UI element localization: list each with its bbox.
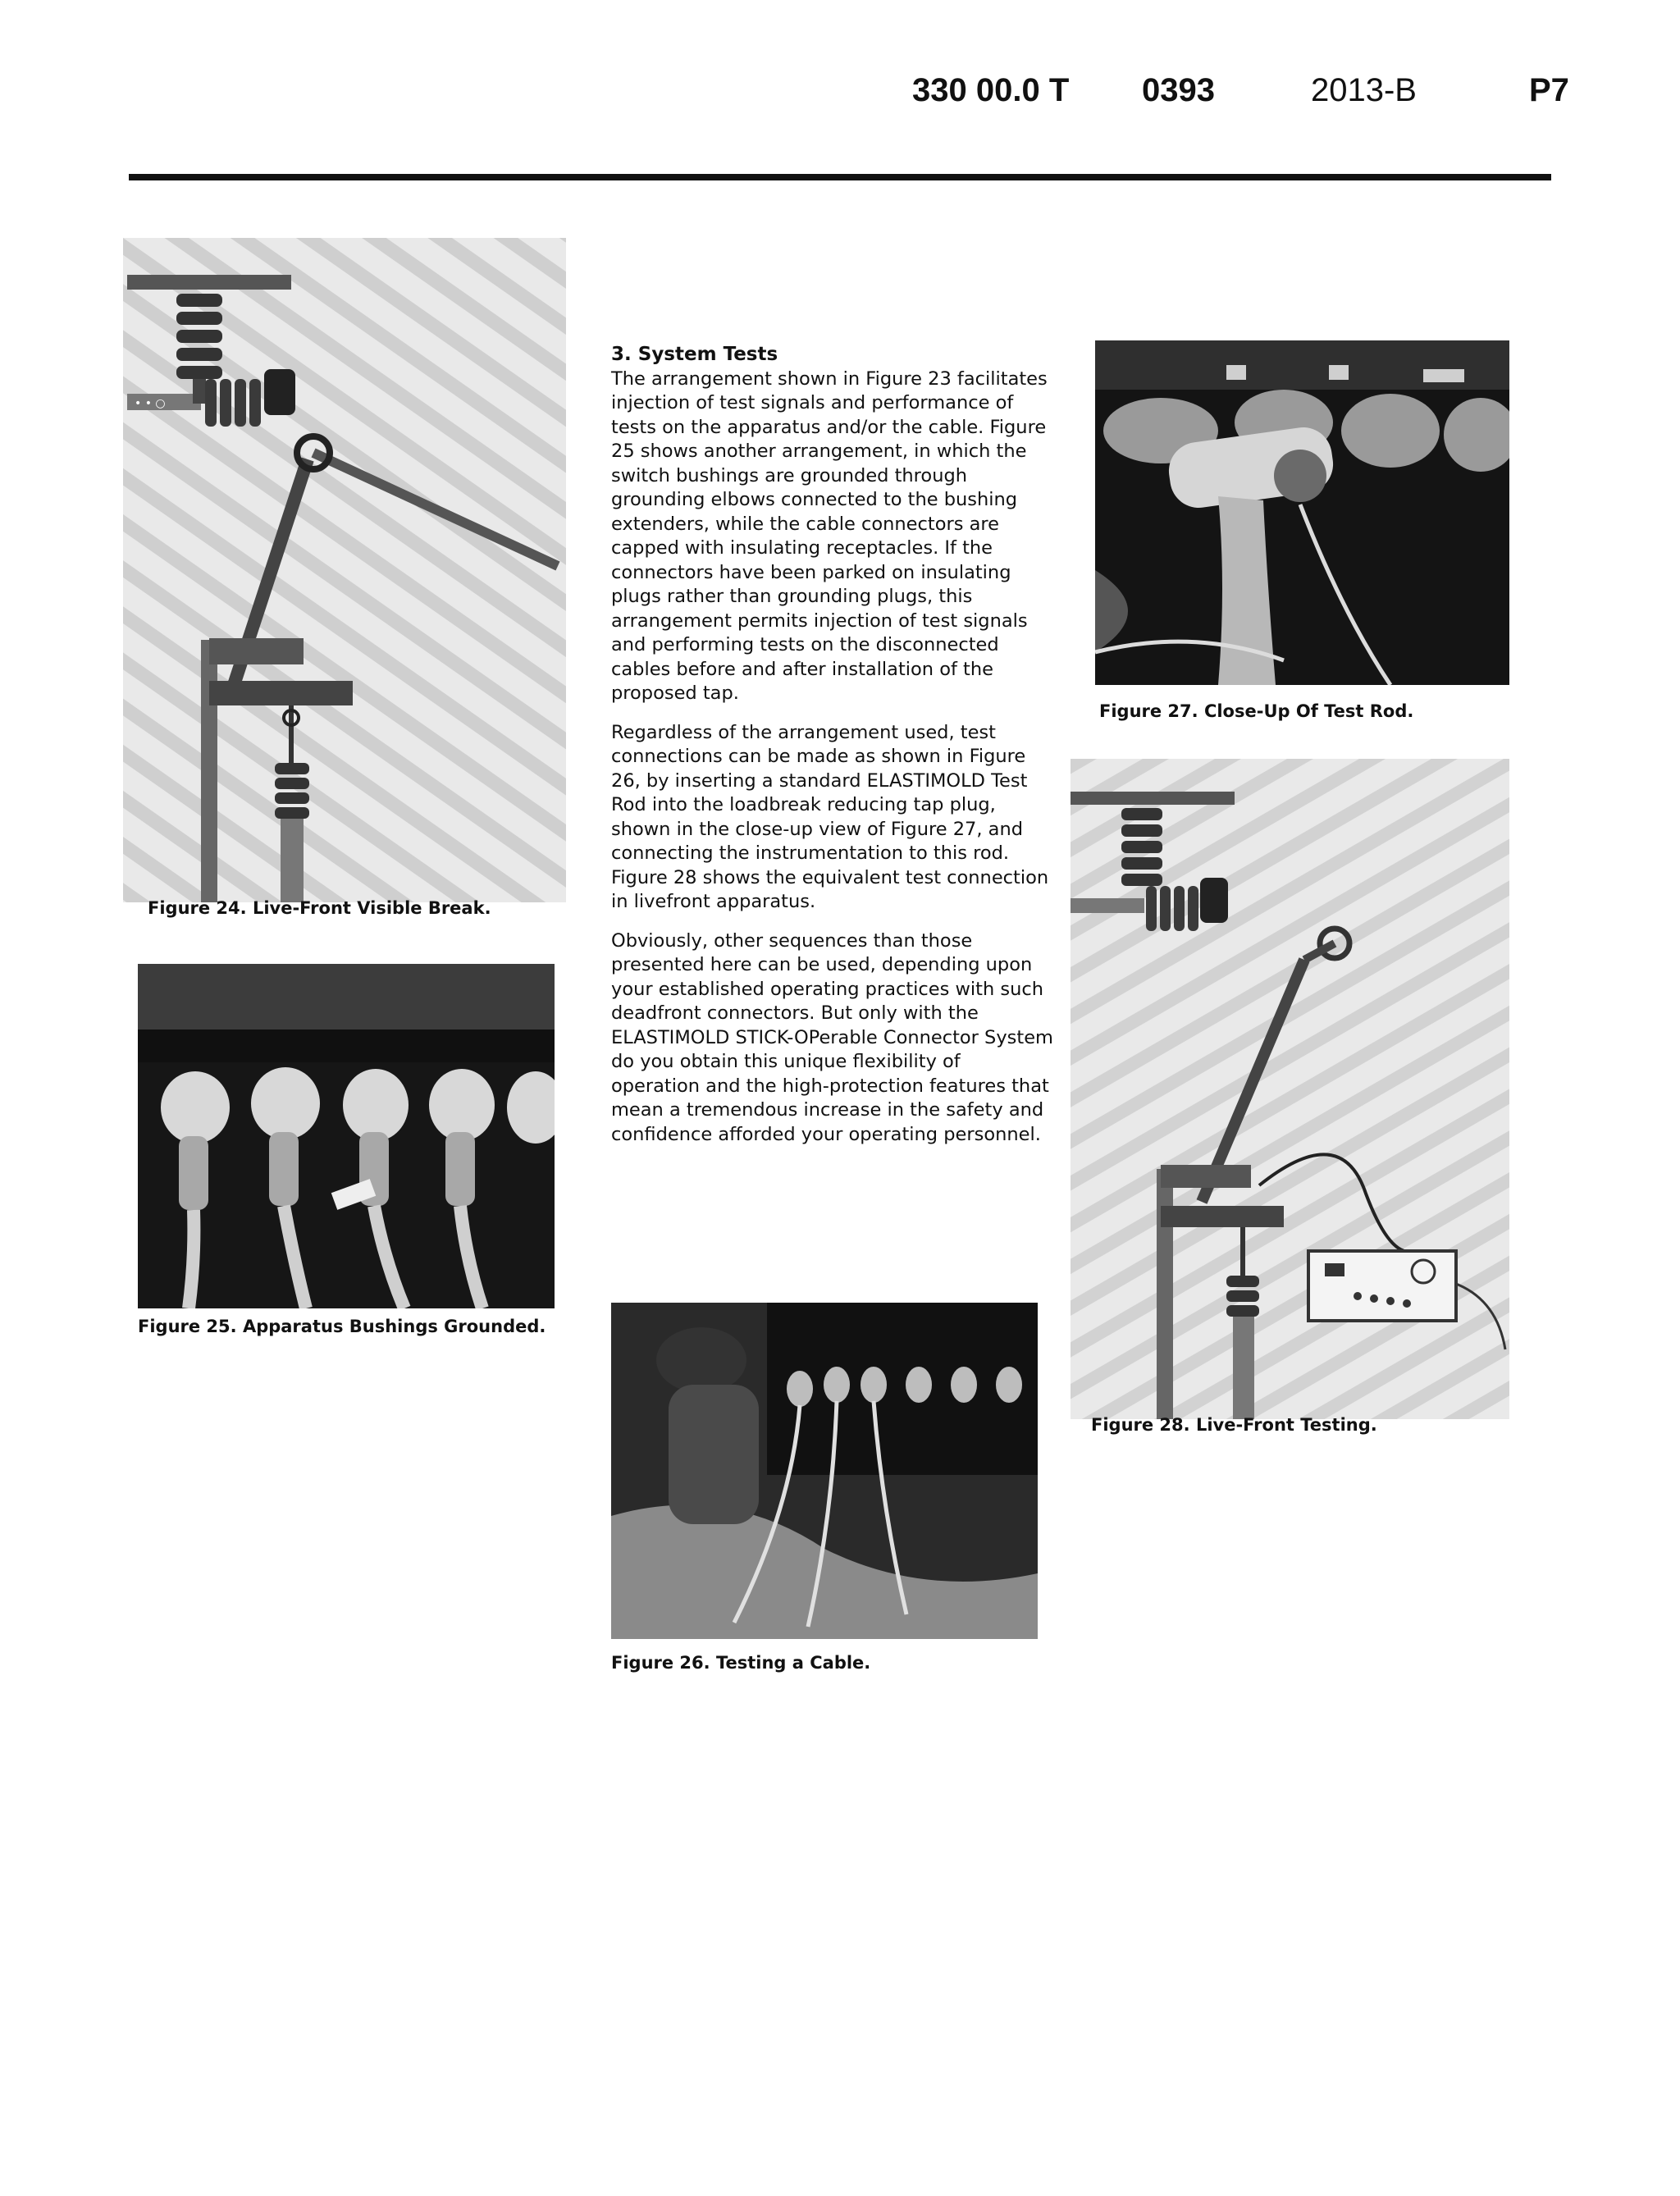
figure-24-caption: Figure 24. Live-Front Visible Break. [148, 898, 491, 918]
paragraph-3: Obviously, other sequences than those presented here can be used, depending upon your established operating practices with such deadfront connectors. But only with the ELASTIMOLD STICK-OPerable Connector System do you obtain this unique flexibility of operation and the high-protection features that mean a tremendous increase in the safety and confidence afforded your operating personnel. [611, 929, 1053, 1145]
section-heading: 3. System Tests [611, 344, 778, 365]
doc-code: 0393 [1142, 72, 1215, 108]
figure-27-caption: Figure 27. Close-Up Of Test Rod. [1099, 701, 1414, 721]
figure-27-photo [1095, 340, 1509, 685]
paragraph-1: The arrangement shown in Figure 23 facilitates injection of test signals and performance of tests on the apparatus and/or the cable. Figure 25 shows another arrangement, in which the switch bushings are grounded through grounding elbows connected to the bushing extenders, while the cable connectors are capped with insulating receptacles. If the connectors have been parked on insulating plugs rather than grounding plugs, this arrangement permits injection of test signals and performing tests on the disconnected cables before and after installation of the proposed tap. [611, 368, 1048, 704]
doc-revision: 2013-B [1311, 72, 1417, 108]
paragraph-2: Regardless of the arrangement used, test connections can be made as shown in Figure 26, by inserting a standard ELASTIMOLD Test Rod into the loadbreak reducing tap plug, shown in the close-up view of Figure 27, and connecting the instrumentation to this rod. Figure 28 shows the equivalent test connection in livefront apparatus. [611, 721, 1049, 912]
header-rule [129, 174, 1551, 180]
system-tests-section [611, 343, 1054, 1162]
figure-25-photo [138, 964, 555, 1308]
doc-number: 330 00.0 T [912, 72, 1070, 108]
figure-28-illustration [1071, 759, 1509, 1419]
figure-26-photo [611, 1303, 1038, 1639]
svg-text:• • ○: • • ○ [135, 397, 166, 410]
figure-25-caption: Figure 25. Apparatus Bushings Grounded. [138, 1317, 546, 1336]
page-number: P7 [1529, 72, 1569, 108]
figure-26-caption: Figure 26. Testing a Cable. [611, 1653, 871, 1673]
figure-28-caption: Figure 28. Live-Front Testing. [1091, 1415, 1377, 1435]
figure-24-illustration [123, 238, 566, 902]
